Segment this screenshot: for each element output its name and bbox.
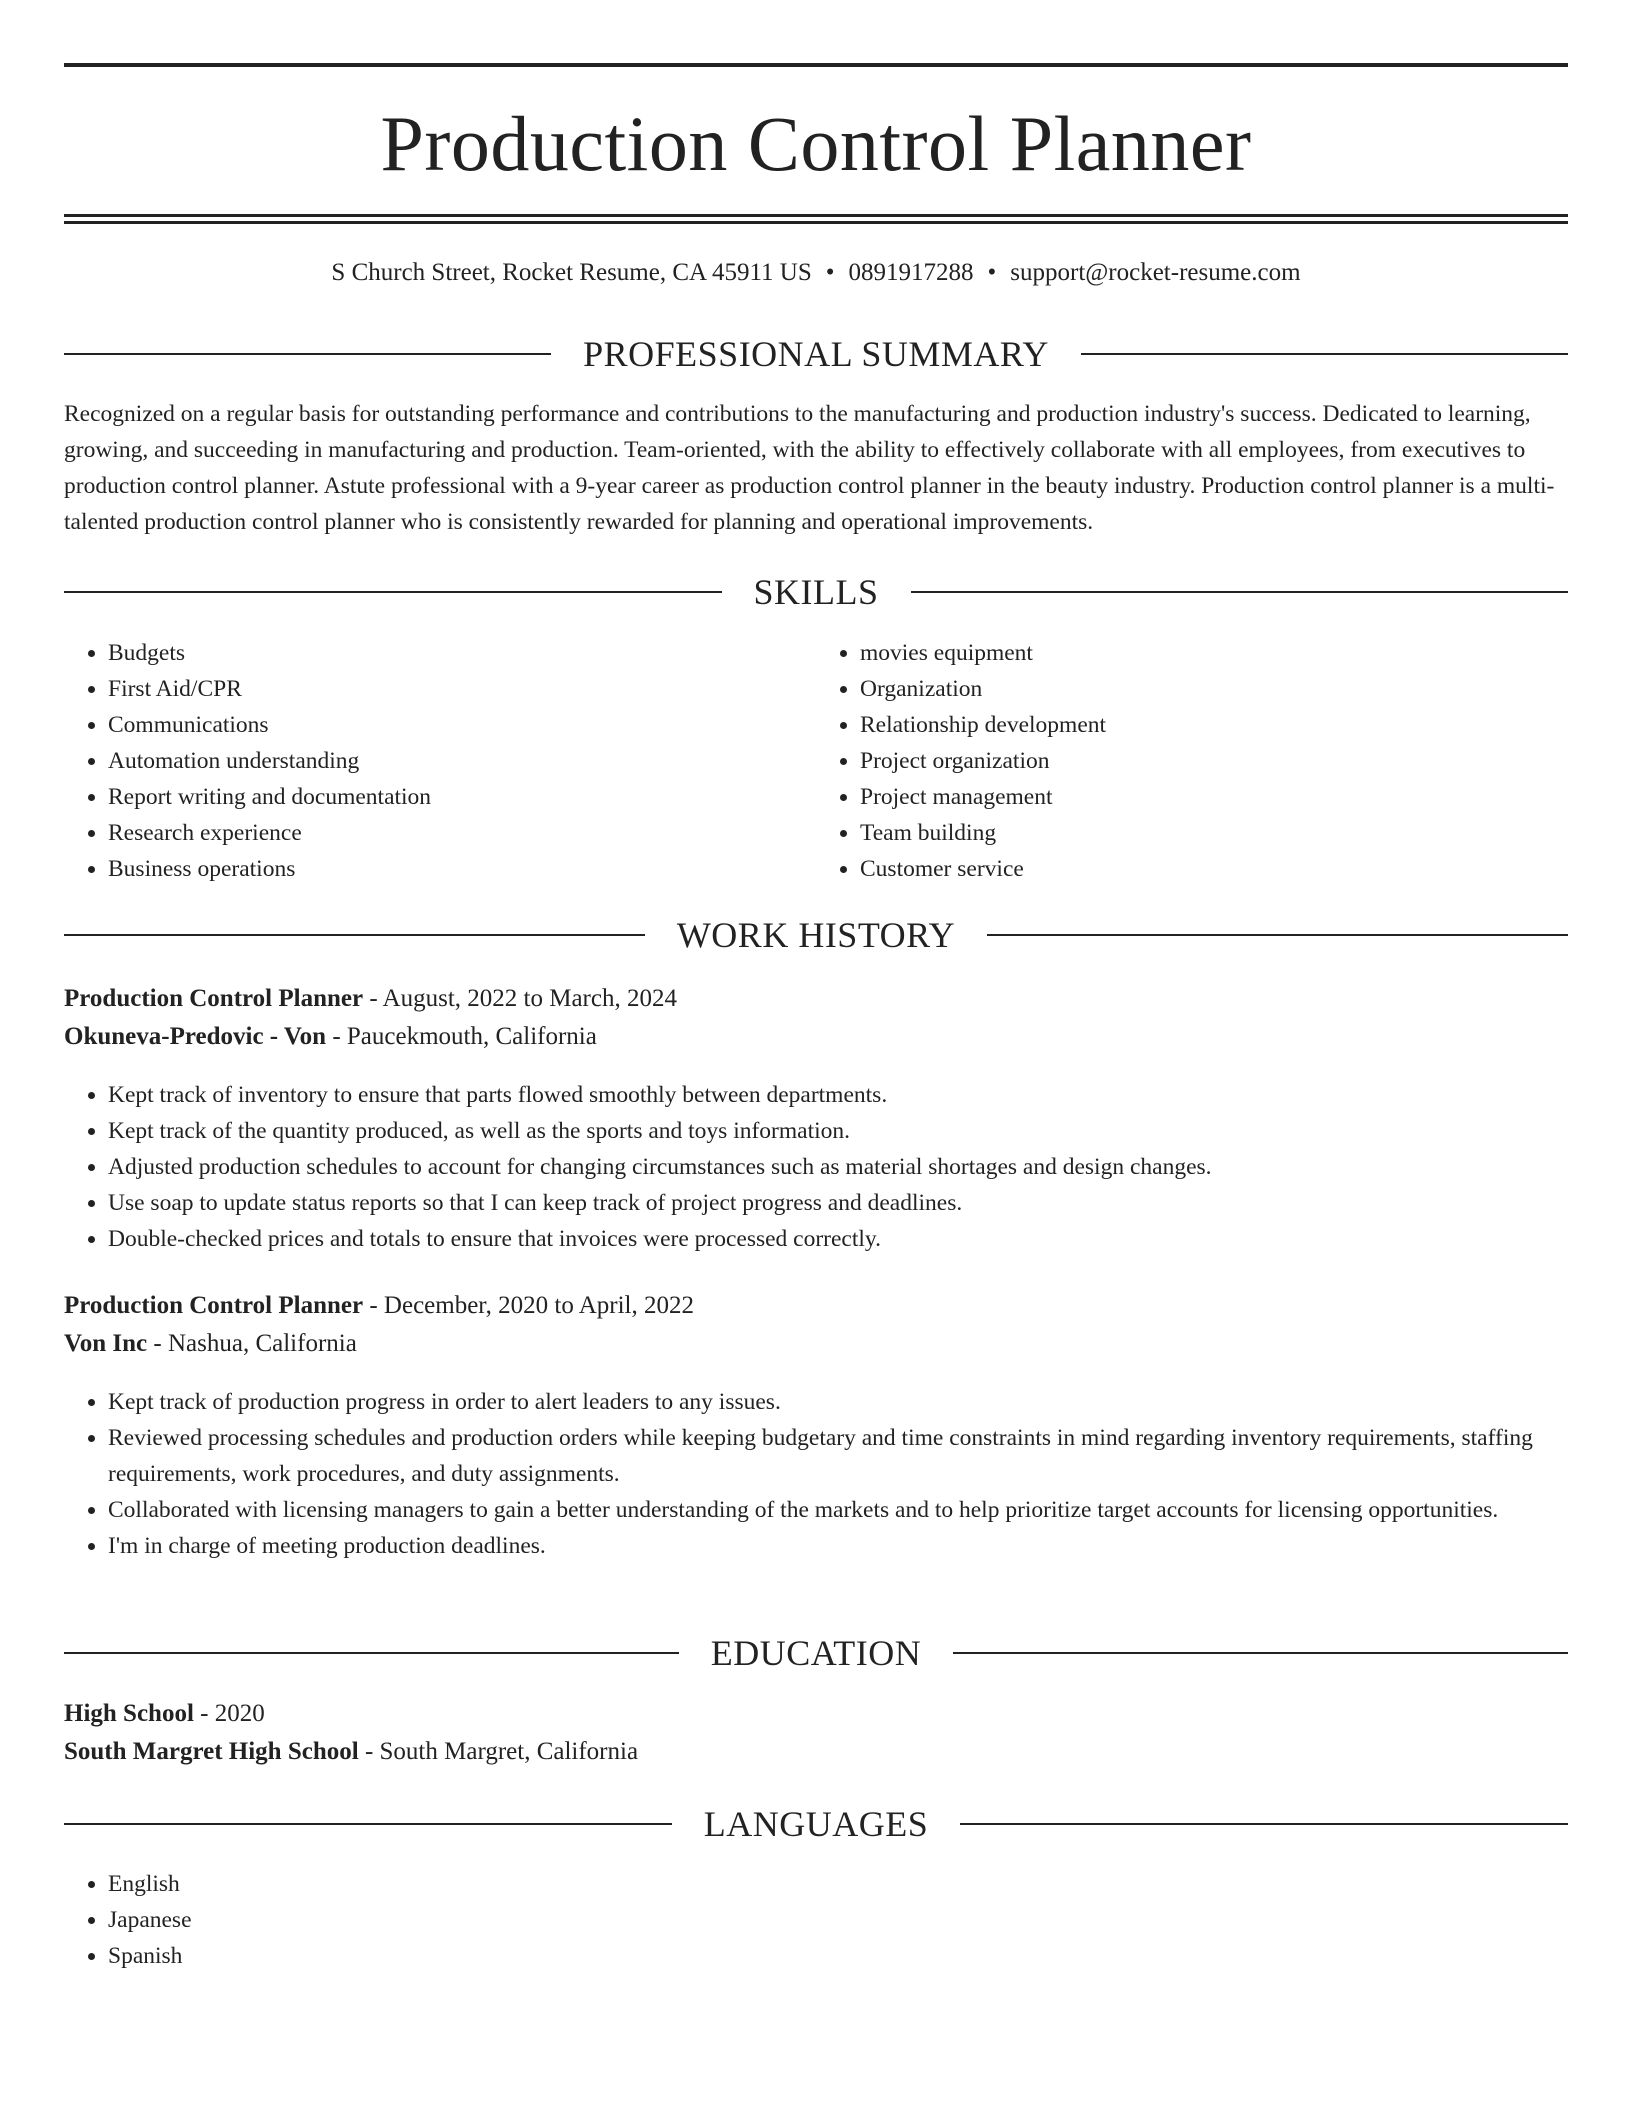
education-degree-line (64, 1695, 1568, 1733)
skill-item: • Team building (860, 815, 1568, 851)
job-title: Production Control Planner (64, 1292, 364, 1319)
job-bullet: • Reviewed processing schedules and production orders while keeping budgetary and time constraints in mind regarding inventory requirements, staffing requirements, work procedures, and duty assignments. (108, 1420, 1568, 1492)
skill-item: • Customer service (860, 851, 1568, 887)
heading-rule (64, 1823, 672, 1825)
skills-column-right (816, 635, 1568, 887)
job-bullet: • Collaborated with licensing managers to gain a better understanding of the markets and to help prioritize target accounts for licensing opportunities. (108, 1492, 1568, 1528)
job-bullet: • Use soap to update status reports so that I can keep track of project progress and deadlines. (108, 1185, 1568, 1221)
job-bullet: • Adjusted production schedules to account for changing circumstances such as material shortages and design changes. (108, 1149, 1568, 1185)
education-section (64, 1635, 1568, 1671)
job-dates: - August, 2022 to March, 2024 (363, 985, 677, 1012)
contact-separator: • (987, 259, 997, 286)
skill-item: • First Aid/CPR (108, 671, 816, 707)
skills-list (64, 635, 1568, 887)
job-bullet: • Kept track of inventory to ensure that parts flowed smoothly between departments. (108, 1077, 1568, 1113)
job-bullet: • Double-checked prices and totals to ensure that invoices were processed correctly. (108, 1221, 1568, 1257)
job-bullet: • Kept track of the quantity produced, as well as the sports and toys information. (108, 1113, 1568, 1149)
contact-separator: • (825, 259, 835, 286)
contact-address: S Church Street, Rocket Resume, CA 45911 US (331, 259, 812, 286)
heading-rule (911, 591, 1569, 593)
heading-rule (64, 934, 645, 936)
job-company: Okuneva-Predovic - Von (64, 1023, 327, 1050)
job-bullet: • Kept track of production progress in order to alert leaders to any issues. (108, 1384, 1568, 1420)
languages-heading (64, 1806, 1568, 1842)
heading-rule (1081, 353, 1568, 355)
summary-text: Recognized on a regular basis for outstanding performance and contributions to the manufacturing and production industry's success. Dedicated to learning, growing, and succeeding in manufacturing and production. Team-oriented, with the ability to effectively collaborate with all employees, from executives to production control planner. Astute professional with a 9-year career as production control planner in the beauty industry. Production control planner is a multi-talented production control planner who is consistently rewarded for planning and operational improvements. (64, 401, 1555, 535)
language-item: • English (108, 1866, 1568, 1902)
work-section (64, 917, 1568, 953)
skill-item: • Research experience (108, 815, 816, 851)
skill-item: • Project management (860, 779, 1568, 815)
languages-section (64, 1806, 1568, 1842)
education-school-line (64, 1733, 1568, 1771)
skill-item: • Project organization (860, 743, 1568, 779)
job-entry (64, 980, 1568, 1056)
summary-section (64, 336, 1568, 372)
job-location: - Nashua, California (147, 1330, 357, 1357)
job-title-line (64, 980, 1568, 1018)
language-item: • Spanish (108, 1938, 1568, 1974)
education-heading (64, 1635, 1568, 1671)
skill-item: • Report writing and documentation (108, 779, 816, 815)
heading-rule (64, 591, 722, 593)
education-location: - South Margret, California (358, 1738, 639, 1765)
top-rule (64, 63, 1568, 67)
heading-rule (987, 934, 1568, 936)
education-school: South Margret High School (64, 1738, 359, 1765)
job-title: Production Control Planner (64, 985, 364, 1012)
job-bullets (64, 1077, 1568, 1257)
contact-line (64, 258, 1568, 288)
languages-list (64, 1866, 1568, 1974)
heading-rule (960, 1823, 1568, 1825)
summary-body (64, 396, 1568, 540)
heading-rule (64, 353, 551, 355)
job-company: Von Inc (64, 1330, 148, 1357)
skills-heading (64, 574, 1568, 610)
contact-phone: 0891917288 (848, 259, 974, 286)
skill-item: • Communications (108, 707, 816, 743)
double-rule (64, 214, 1568, 224)
job-bullets (64, 1384, 1568, 1564)
education-year: - 2020 (193, 1700, 265, 1727)
skill-item: • movies equipment (860, 635, 1568, 671)
header (64, 63, 1568, 288)
job-entry (64, 1287, 1568, 1363)
section-title: PROFESSIONAL SUMMARY (583, 334, 1049, 374)
heading-rule (64, 1652, 679, 1654)
job-company-line (64, 1018, 1568, 1056)
skills-column-left (64, 635, 816, 887)
skills-section (64, 574, 1568, 610)
section-title: LANGUAGES (703, 1804, 929, 1844)
skill-item: • Relationship development (860, 707, 1568, 743)
section-title: SKILLS (753, 572, 879, 612)
job-location: - Paucekmouth, California (326, 1023, 597, 1050)
section-title: WORK HISTORY (676, 915, 956, 955)
skill-item: • Automation understanding (108, 743, 816, 779)
skill-item: • Business operations (108, 851, 816, 887)
section-title: EDUCATION (710, 1633, 922, 1673)
education-degree: High School (64, 1700, 194, 1727)
job-title-line (64, 1287, 1568, 1325)
skill-item: • Organization (860, 671, 1568, 707)
heading-rule (953, 1652, 1568, 1654)
job-company-line (64, 1325, 1568, 1363)
job-bullet: • I'm in charge of meeting production deadlines. (108, 1528, 1568, 1564)
summary-heading (64, 336, 1568, 372)
candidate-name: Production Control Planner (380, 100, 1252, 187)
language-item: • Japanese (108, 1902, 1568, 1938)
education-entry (64, 1695, 1568, 1771)
work-heading (64, 917, 1568, 953)
job-dates: - December, 2020 to April, 2022 (363, 1292, 694, 1319)
contact-email: support@rocket-resume.com (1010, 259, 1301, 286)
skill-item: • Budgets (108, 635, 816, 671)
